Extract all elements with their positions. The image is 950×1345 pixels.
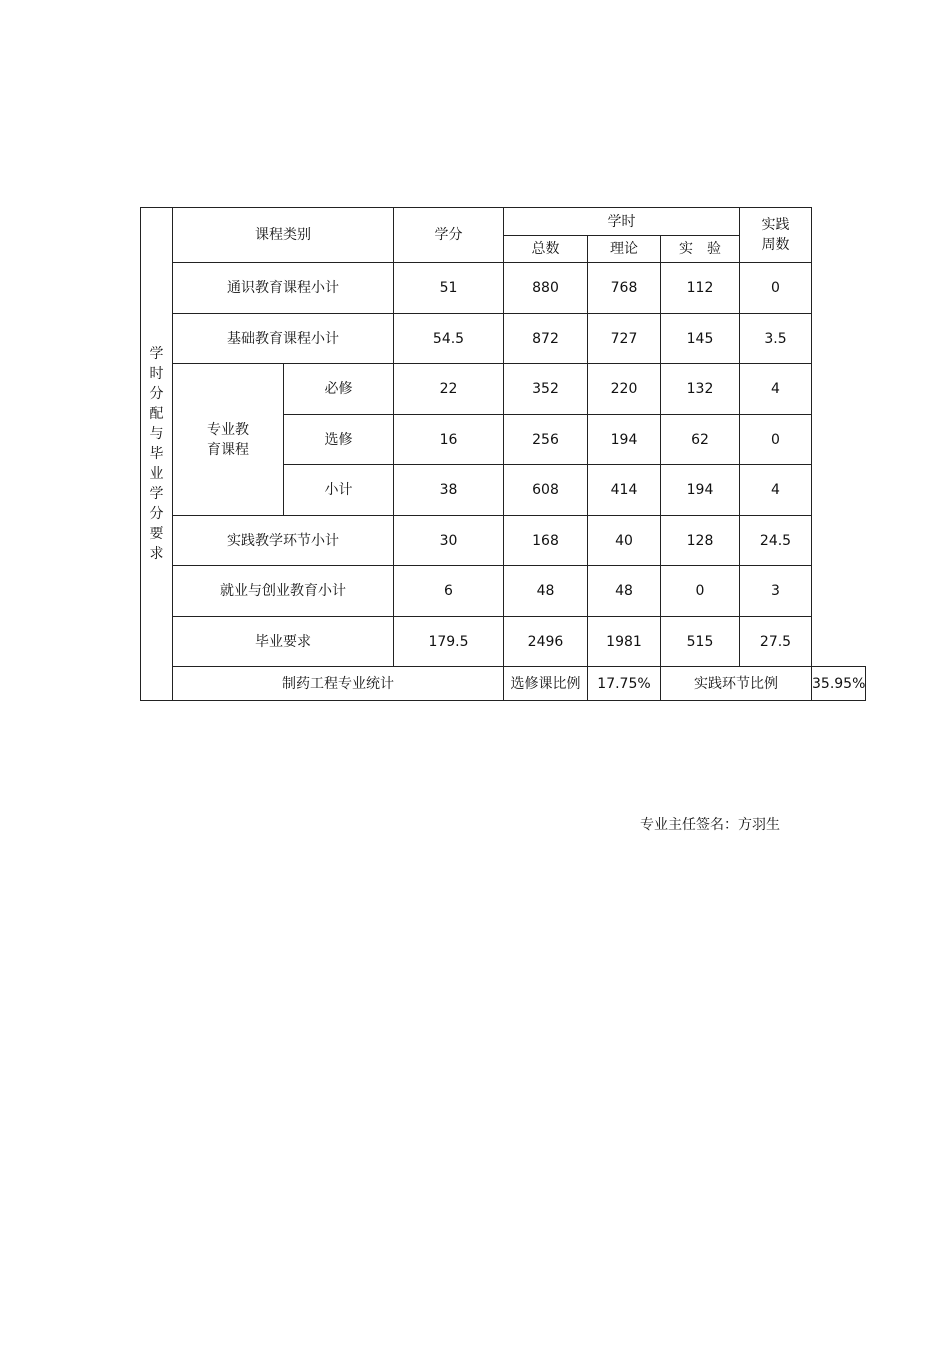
cell-theory: 727: [588, 314, 661, 364]
cell-weeks: 0: [740, 415, 812, 465]
cell-total: 48: [504, 566, 588, 617]
cell-weeks: 24.5: [740, 516, 812, 566]
row-label: 实践教学环节小计: [173, 516, 394, 566]
cell-theory: 40: [588, 516, 661, 566]
row-label: 基础教育课程小计: [173, 314, 394, 364]
row-label: 毕业要求: [173, 617, 394, 667]
cell-weeks: 4: [740, 465, 812, 516]
director-signature: 专业主任签名：方羽生: [640, 817, 780, 833]
row-label: 通识教育课程小计: [173, 263, 394, 314]
cell-theory: 414: [588, 465, 661, 516]
cell-weeks: 4: [740, 364, 812, 415]
cell-lab: 132: [661, 364, 740, 415]
cell-lab: 62: [661, 415, 740, 465]
cell-weeks: 27.5: [740, 617, 812, 667]
side-label: 学 时 分 配 与 毕 业 学 分 要 求: [141, 208, 173, 701]
cell-weeks: 3.5: [740, 314, 812, 364]
header-theory: 理论: [588, 236, 661, 263]
cell-total: 880: [504, 263, 588, 314]
cell-weeks: 3: [740, 566, 812, 617]
elective-ratio-value: 17.75%: [588, 667, 661, 701]
table-row: [141, 566, 866, 617]
cell-credits: 22: [394, 364, 504, 415]
practice-ratio-label: 实践环节比例: [661, 667, 812, 701]
credit-hours-table: [140, 207, 866, 701]
cell-credits: 16: [394, 415, 504, 465]
cell-total: 352: [504, 364, 588, 415]
table-row: [141, 516, 866, 566]
header-credits: 学分: [394, 208, 504, 263]
professional-group-label: 专业教 育课程: [173, 364, 284, 516]
row-label: 选修: [284, 415, 394, 465]
cell-total: 256: [504, 415, 588, 465]
elective-ratio-label: 选修课比例: [504, 667, 588, 701]
table-row: [141, 314, 866, 364]
cell-credits: 179.5: [394, 617, 504, 667]
cell-lab: 0: [661, 566, 740, 617]
cell-total: 2496: [504, 617, 588, 667]
cell-lab: 145: [661, 314, 740, 364]
cell-lab: 128: [661, 516, 740, 566]
header-lab: 实 验: [661, 236, 740, 263]
cell-lab: 194: [661, 465, 740, 516]
summary-row: [141, 667, 866, 701]
header-category: 课程类别: [173, 208, 394, 263]
cell-theory: 768: [588, 263, 661, 314]
cell-theory: 1981: [588, 617, 661, 667]
cell-total: 608: [504, 465, 588, 516]
header-total: 总数: [504, 236, 588, 263]
cell-theory: 48: [588, 566, 661, 617]
cell-total: 872: [504, 314, 588, 364]
row-label: 就业与创业教育小计: [173, 566, 394, 617]
cell-total: 168: [504, 516, 588, 566]
table-row: [141, 617, 866, 667]
cell-credits: 54.5: [394, 314, 504, 364]
practice-ratio-value: 35.95%: [812, 667, 866, 701]
cell-lab: 515: [661, 617, 740, 667]
cell-theory: 220: [588, 364, 661, 415]
cell-theory: 194: [588, 415, 661, 465]
cell-credits: 6: [394, 566, 504, 617]
row-label: 必修: [284, 364, 394, 415]
cell-weeks: 0: [740, 263, 812, 314]
table-row: [141, 364, 866, 415]
row-label: 小计: [284, 465, 394, 516]
cell-lab: 112: [661, 263, 740, 314]
summary-title: 制药工程专业统计: [173, 667, 504, 701]
cell-credits: 38: [394, 465, 504, 516]
cell-credits: 51: [394, 263, 504, 314]
header-hours: 学时: [504, 208, 740, 236]
cell-credits: 30: [394, 516, 504, 566]
header-practice-weeks: 实践 周数: [740, 208, 812, 263]
table-row: [141, 263, 866, 314]
